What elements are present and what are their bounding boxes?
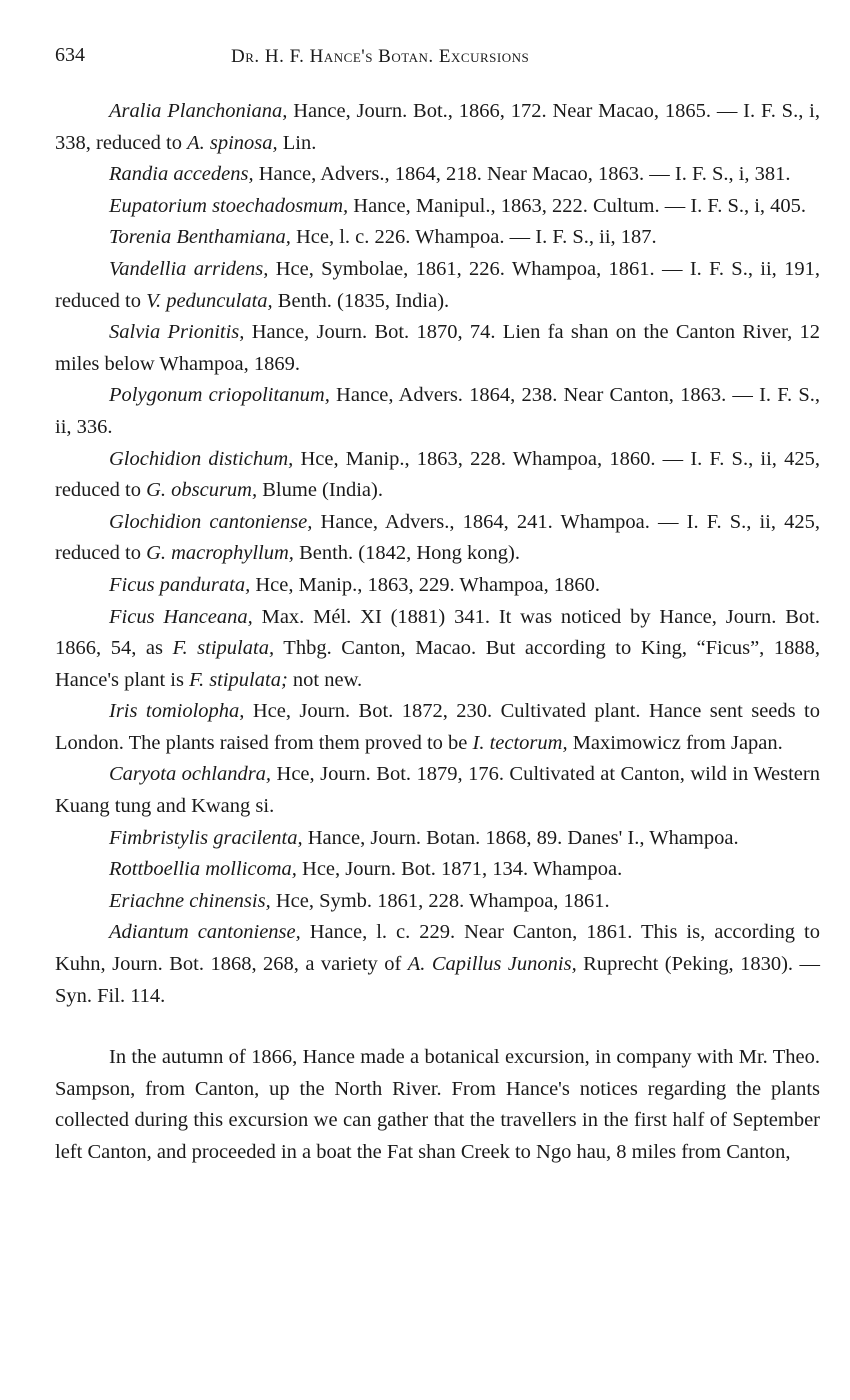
running-head [55,44,820,74]
entry-text: Hance, Advers., 1864, 218. Near Macao, 1863. — I. F. S., i, 381. [253,163,791,186]
species-entry [55,854,820,886]
entry-text: Hance, Manipul., 1863, 222. Cultum. — I. F. S., i, 405. [348,194,807,217]
narrative-paragraph: In the autumn of 1866, Hance made a botanical excursion, in company with Mr. Theo. Sampson, from Canton, up the North River. From Hance's notices regarding the plants collected during this excursion we can gather that the travellers in the first half of September left Canton, and proceeded in a boat the Fat shan Creek to Ngo hau, 8 miles from Canton, [55,1046,820,1163]
species-entry [55,696,820,759]
entry-text: Hance, l. c. 229. Near Canton, 1861. This is, according to Kuhn, Journ. Bot. 1868, 268, a variety of [55,921,820,976]
species-name: Glochidion cantoniense, [109,510,313,533]
species-entry [55,191,820,223]
species-name: A. Capillus Junonis, [407,953,577,976]
species-name: F. stipulata, [172,637,275,660]
species-name: Vandellia arridens, [109,257,269,280]
entry-text: Max. Mél. XI (1881) 341. It was noticed by Hance, Journ. Bot. 1866, 54, as [55,605,820,660]
entry-text: Benth. (1842, Hong kong). [293,542,520,565]
running-title: Dr. H. F. Hance's Botan. Excursions [231,46,530,67]
species-entry [55,759,820,822]
species-entry [55,380,820,443]
species-name: Torenia Benthamiana, [109,226,291,249]
species-name: Polygonum criopolitanum, [109,384,330,407]
entry-text: Hance, Advers. 1864, 238. Near Canton, 1863. — I. F. S., ii, 336. [55,384,820,438]
species-name: Iris tomiolopha, [109,700,245,723]
entry-text: Hance, Journ. Botan. 1868, 89. Danes' I., Whampoa. [302,826,739,849]
species-name: A. spinosa, [187,131,278,154]
species-name: Rottboellia mollicoma, [109,858,297,881]
species-name: V. pedunculata, [146,289,273,312]
species-name: Ficus Hanceana, [109,605,253,628]
species-entry [55,602,820,697]
species-name: Caryota ochlandra, [109,763,272,786]
species-name: G. obscurum, [146,479,258,502]
page-number: 634 [55,44,85,66]
entry-text: not new. [287,668,363,691]
species-entry [55,570,820,602]
species-entry [55,886,820,918]
book-page [55,44,820,1169]
entry-text: Hance, Journ. Bot. 1870, 74. Lien fa shan on the Canton River, 12 miles below Whampoa, 1869. [55,321,820,375]
species-name: Glochidion distichum, [109,447,294,470]
species-name: G. macrophyllum, [146,542,294,565]
entry-text: Hce, Manip., 1863, 228. Whampoa, 1860. — I. F. S., ii, 425, reduced to [55,447,820,502]
species-name: F. stipulata; [189,668,288,691]
entry-text: Benth. (1835, India). [272,289,450,312]
entry-text: Maximowicz from Japan. [567,731,783,754]
species-name: Fimbristylis gracilenta, [109,826,303,849]
entry-text: Hce, Symb. 1861, 228. Whampoa, 1861. [270,889,610,912]
species-name: Randia accedens, [109,163,254,186]
entry-text: Hce, Journ. Bot. 1871, 134. Whampoa. [296,858,623,881]
entry-text: Ruprecht (Peking, 1830). — Syn. Fil. 114. [55,953,820,1007]
species-name: Eriachne chinensis, [109,889,271,912]
entry-text: Lin. [277,131,317,154]
entry-text: Hce, Symbolae, 1861, 226. Whampoa, 1861. — I. F. S., ii, 191, reduced to [55,257,820,312]
species-entry [55,917,820,1012]
entry-text: Hance, Journ. Bot., 1866, 172. Near Macao, 1865. — I. F. S., i, 338, reduced to [55,100,821,154]
entry-text: Hce, Journ. Bot. 1879, 176. Cultivated at Canton, wild in Western Kuang tung and Kwang si. [55,763,820,818]
species-entry [55,159,820,191]
species-name: Salvia Prionitis, [109,321,245,344]
species-entry [55,823,820,855]
entry-text: Blume (India). [257,479,383,502]
species-entry [55,96,820,159]
species-name: I. tectorum, [472,731,568,754]
entry-text: Hce, Journ. Bot. 1872, 230. Cultivated plant. Hance sent seeds to London. The plants raised from them proved to be [55,700,820,754]
species-entry [55,507,820,570]
species-name: Adiantum cantoniense, [109,921,301,944]
species-name: Eupatorium stoechadosmum, [109,194,349,217]
species-name: Ficus pandurata, [109,573,251,596]
species-entry [55,222,820,254]
species-entry [55,254,820,317]
entry-text: Hance, Advers., 1864, 241. Whampoa. — I. F. S., ii, 425, reduced to [55,510,821,565]
species-entry [55,317,820,380]
entry-text: Thbg. Canton, Macao. But according to King, “Ficus”, 1888, Hance's plant is [55,637,821,691]
species-entry [55,444,820,507]
entry-text: Hce, l. c. 226. Whampoa. — I. F. S., ii, 187. [290,226,657,249]
species-name: Aralia Planchoniana, [109,100,288,122]
narrative-section [55,1042,820,1168]
species-list [55,96,820,1012]
entry-text: Hce, Manip., 1863, 229. Whampoa, 1860. [250,573,600,596]
